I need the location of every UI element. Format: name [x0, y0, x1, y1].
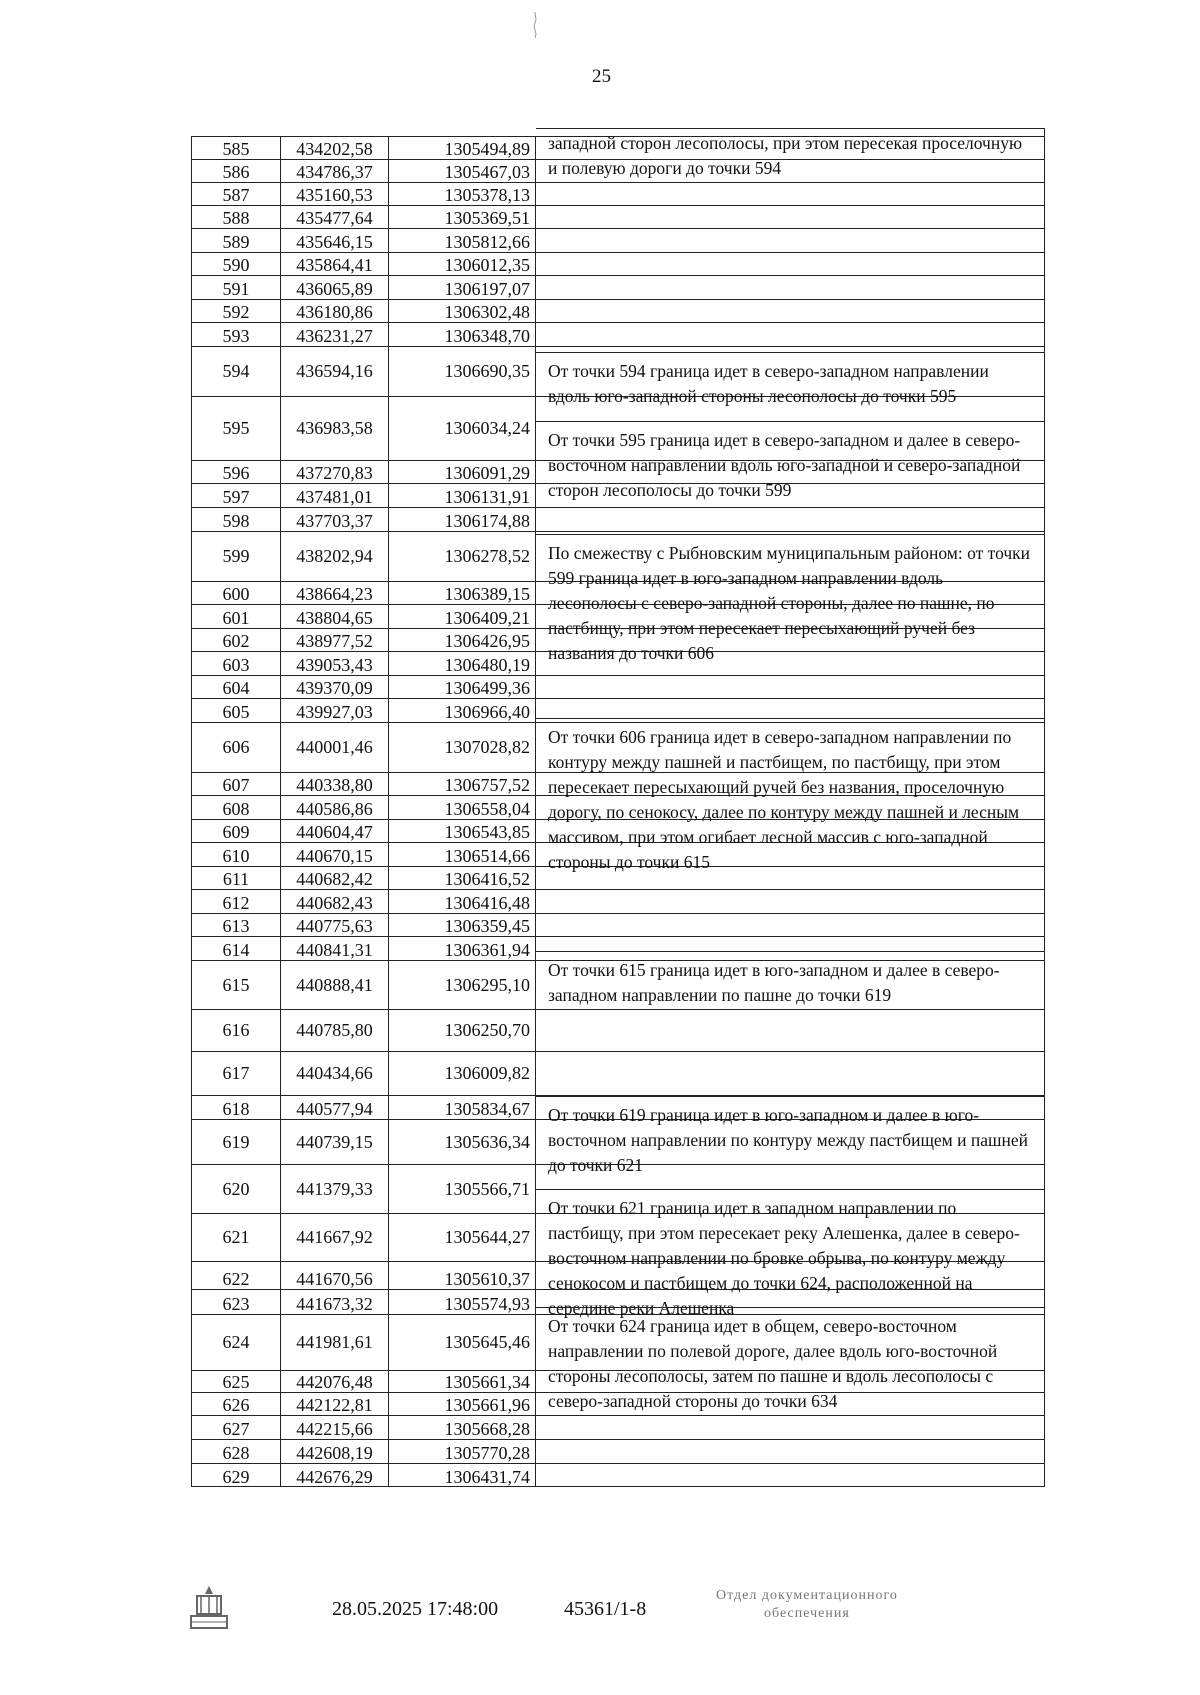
x-coordinate-cell: 440338,80: [280, 773, 388, 795]
y-coordinate-cell: 1306409,21: [388, 605, 536, 628]
page-number: 25: [592, 66, 611, 87]
point-number-cell: 610: [191, 843, 280, 866]
x-coordinate-cell: 440888,41: [280, 961, 388, 1009]
x-coordinate-cell: 440670,15: [280, 843, 388, 866]
x-coordinate-cell: 440739,15: [280, 1120, 388, 1164]
point-number-cell: 595: [191, 397, 280, 460]
y-coordinate-cell: 1306131,91: [388, 484, 536, 507]
y-coordinate-cell: 1305369,51: [388, 206, 536, 228]
point-number-cell: 611: [191, 867, 280, 889]
point-number-cell: 615: [191, 961, 280, 1009]
x-coordinate-cell: 437270,83: [280, 461, 388, 483]
x-coordinate-cell: 436065,89: [280, 276, 388, 299]
y-coordinate-cell: 1306302,48: [388, 300, 536, 322]
footer-datetime: 28.05.2025 17:48:00: [332, 1598, 499, 1620]
point-number-cell: 626: [191, 1393, 280, 1415]
point-number-cell: 620: [191, 1165, 280, 1213]
point-number-cell: 587: [191, 183, 280, 205]
x-coordinate-cell: 442122,81: [280, 1393, 388, 1415]
y-coordinate-cell: 1306389,15: [388, 582, 536, 604]
point-number-cell: 593: [191, 323, 280, 346]
y-coordinate-cell: 1305834,67: [388, 1096, 536, 1119]
x-coordinate-cell: 436180,86: [280, 300, 388, 322]
y-coordinate-cell: 1305610,37: [388, 1262, 536, 1289]
point-number-cell: 625: [191, 1371, 280, 1392]
boundary-description: западной сторон лесополосы, при этом пересекая проселочную и полевую дороги до точки 594: [536, 128, 1044, 352]
footer-department-stamp: [716, 1587, 898, 1623]
y-coordinate-cell: 1306295,10: [388, 961, 536, 1009]
x-coordinate-cell: 436231,27: [280, 323, 388, 346]
x-coordinate-cell: 436983,58: [280, 397, 388, 460]
y-coordinate-cell: 1306250,70: [388, 1010, 536, 1051]
x-coordinate-cell: 435864,41: [280, 253, 388, 275]
x-coordinate-cell: 440577,94: [280, 1096, 388, 1119]
x-coordinate-cell: 437703,37: [280, 508, 388, 531]
point-number-cell: 609: [191, 820, 280, 842]
x-coordinate-cell: 441667,92: [280, 1214, 388, 1261]
x-coordinate-cell: 438804,65: [280, 605, 388, 628]
point-number-cell: 605: [191, 699, 280, 722]
point-number-cell: 614: [191, 937, 280, 960]
boundary-description: По смежеству с Рыбновским муниципальным районом: от точки 599 граница идет в юго-западном направлении вдоль лесополосы с северо-западной стороны, далее по пашне, по пастбищу, при этом пересекает пересыхающий ручей без названия до точки 606: [536, 534, 1044, 718]
x-coordinate-cell: 441379,33: [280, 1165, 388, 1213]
x-coordinate-cell: 442608,19: [280, 1440, 388, 1463]
point-number-cell: 612: [191, 890, 280, 913]
x-coordinate-cell: 438202,94: [280, 532, 388, 581]
point-number-cell: 599: [191, 532, 280, 581]
y-coordinate-cell: 1305668,28: [388, 1416, 536, 1439]
point-number-cell: 608: [191, 796, 280, 819]
point-number-cell: 627: [191, 1416, 280, 1439]
x-coordinate-cell: 434786,37: [280, 160, 388, 182]
x-coordinate-cell: 437481,01: [280, 484, 388, 507]
y-coordinate-cell: 1305661,34: [388, 1371, 536, 1392]
x-coordinate-cell: 441673,32: [280, 1290, 388, 1314]
y-coordinate-cell: 1306348,70: [388, 323, 536, 346]
x-coordinate-cell: 434202,58: [280, 137, 388, 159]
x-coordinate-cell: 442076,48: [280, 1371, 388, 1392]
x-coordinate-cell: 439927,03: [280, 699, 388, 722]
point-number-cell: 596: [191, 461, 280, 483]
x-coordinate-cell: 440001,46: [280, 723, 388, 772]
point-number-cell: 597: [191, 484, 280, 507]
point-number-cell: 589: [191, 229, 280, 252]
boundary-description: От точки 595 граница идет в северо-западном и далее в северо-восточном направлении вдоль юго-западной и северо-западной сторон лесополосы до точки 599: [536, 421, 1044, 534]
y-coordinate-cell: 1306480,19: [388, 652, 536, 675]
y-coordinate-cell: 1306174,88: [388, 508, 536, 531]
x-coordinate-cell: 435646,15: [280, 229, 388, 252]
y-coordinate-cell: 1306499,36: [388, 676, 536, 698]
point-number-cell: 590: [191, 253, 280, 275]
point-number-cell: 623: [191, 1290, 280, 1314]
point-number-cell: 600: [191, 582, 280, 604]
point-number-cell: 606: [191, 723, 280, 772]
x-coordinate-cell: 440434,66: [280, 1052, 388, 1095]
y-coordinate-cell: 1307028,82: [388, 723, 536, 772]
y-coordinate-cell: 1306012,35: [388, 253, 536, 275]
y-coordinate-cell: 1306690,35: [388, 347, 536, 396]
point-number-cell: 629: [191, 1464, 280, 1487]
y-coordinate-cell: 1306431,74: [388, 1464, 536, 1487]
point-number-cell: 592: [191, 300, 280, 322]
point-number-cell: 601: [191, 605, 280, 628]
x-coordinate-cell: 439370,09: [280, 676, 388, 698]
y-coordinate-cell: 1306966,40: [388, 699, 536, 722]
x-coordinate-cell: 435477,64: [280, 206, 388, 228]
boundary-description: От точки 624 граница идет в общем, северо-восточном направлении по полевой дороге, далее вдоль юго-восточной стороны лесополосы, затем по пашне и вдоль лесополосы с северо-западной стороны до точки 634: [536, 1307, 1044, 1434]
boundary-description: От точки 621 граница идет в западном направлении по пастбищу, при этом пересекает реку Алешенка, далее в северо-восточном направлении по бровке обрыва, по контуру между сенокосом и пастбищем до точки 624, расположенной на середине реки Алешенка: [536, 1189, 1044, 1307]
y-coordinate-cell: 1306034,24: [388, 397, 536, 460]
point-number-cell: 618: [191, 1096, 280, 1119]
y-coordinate-cell: 1305812,66: [388, 229, 536, 252]
x-coordinate-cell: 441981,61: [280, 1315, 388, 1370]
x-coordinate-cell: 440586,86: [280, 796, 388, 819]
y-coordinate-cell: 1306514,66: [388, 843, 536, 866]
x-coordinate-cell: 440775,63: [280, 914, 388, 936]
margin-mark: [530, 10, 540, 40]
y-coordinate-cell: 1306558,04: [388, 796, 536, 819]
x-coordinate-cell: 435160,53: [280, 183, 388, 205]
boundary-description: От точки 615 граница идет в юго-западном и далее в северо-западном направлении по пашне до точки 619: [536, 951, 1044, 1096]
point-number-cell: 604: [191, 676, 280, 698]
y-coordinate-cell: 1305636,34: [388, 1120, 536, 1164]
coordinates-table: [191, 133, 1045, 1487]
point-number-cell: 602: [191, 629, 280, 651]
y-coordinate-cell: 1306091,29: [388, 461, 536, 483]
x-coordinate-cell: 440604,47: [280, 820, 388, 842]
point-number-cell: 624: [191, 1315, 280, 1370]
y-coordinate-cell: 1306359,45: [388, 914, 536, 936]
y-coordinate-cell: 1305645,46: [388, 1315, 536, 1370]
x-coordinate-cell: 439053,43: [280, 652, 388, 675]
point-number-cell: 613: [191, 914, 280, 936]
y-coordinate-cell: 1306416,48: [388, 890, 536, 913]
boundary-description: От точки 594 граница идет в северо-западном направлении вдоль юго-западной стороны лесополосы до точки 595: [536, 352, 1044, 421]
y-coordinate-cell: 1305574,93: [388, 1290, 536, 1314]
point-number-cell: 619: [191, 1120, 280, 1164]
point-number-cell: 594: [191, 347, 280, 396]
y-coordinate-cell: 1306197,07: [388, 276, 536, 299]
boundary-description: От точки 606 граница идет в северо-западном направлении по контуру между пашней и пастбищем, по пастбищу, при этом пересекает пересыхающий ручей без названия, проселочную дорогу, по сенокосу, далее по контуру между пашней и лесным массивом, при этом огибает лесной массив с юго-западной стороны до точки 615: [536, 718, 1044, 951]
emblem-stamp-icon: [183, 1582, 235, 1634]
y-coordinate-cell: 1306361,94: [388, 937, 536, 960]
point-number-cell: 585: [191, 137, 280, 159]
point-number-cell: 617: [191, 1052, 280, 1095]
point-number-cell: 607: [191, 773, 280, 795]
x-coordinate-cell: 436594,16: [280, 347, 388, 396]
x-coordinate-cell: 442676,29: [280, 1464, 388, 1487]
x-coordinate-cell: 438664,23: [280, 582, 388, 604]
point-number-cell: 603: [191, 652, 280, 675]
point-number-cell: 586: [191, 160, 280, 182]
y-coordinate-cell: 1306426,95: [388, 629, 536, 651]
y-coordinate-cell: 1305378,13: [388, 183, 536, 205]
x-coordinate-cell: 440785,80: [280, 1010, 388, 1051]
point-number-cell: 622: [191, 1262, 280, 1289]
footer-doc-code: 45361/1-8: [564, 1598, 647, 1620]
y-coordinate-cell: 1305661,96: [388, 1393, 536, 1415]
point-number-cell: 591: [191, 276, 280, 299]
y-coordinate-cell: 1305644,27: [388, 1214, 536, 1261]
y-coordinate-cell: 1306416,52: [388, 867, 536, 889]
y-coordinate-cell: 1305467,03: [388, 160, 536, 182]
y-coordinate-cell: 1305494,89: [388, 137, 536, 159]
x-coordinate-cell: 440841,31: [280, 937, 388, 960]
x-coordinate-cell: 440682,42: [280, 867, 388, 889]
y-coordinate-cell: 1306543,85: [388, 820, 536, 842]
point-number-cell: 621: [191, 1214, 280, 1261]
y-coordinate-cell: 1306278,52: [388, 532, 536, 581]
boundary-description: От точки 619 граница идет в юго-западном и далее в юго-восточном направлении по контуру между пастбищем и пашней до точки 621: [536, 1096, 1044, 1189]
y-coordinate-cell: 1306757,52: [388, 773, 536, 795]
description-column: [536, 128, 1045, 1487]
x-coordinate-cell: 440682,43: [280, 890, 388, 913]
point-number-cell: 598: [191, 508, 280, 531]
y-coordinate-cell: 1305566,71: [388, 1165, 536, 1213]
x-coordinate-cell: 441670,56: [280, 1262, 388, 1289]
point-number-cell: 588: [191, 206, 280, 228]
point-number-cell: 616: [191, 1010, 280, 1051]
y-coordinate-cell: 1306009,82: [388, 1052, 536, 1095]
x-coordinate-cell: 438977,52: [280, 629, 388, 651]
y-coordinate-cell: 1305770,28: [388, 1440, 536, 1463]
department-line-1: Отдел документационного: [716, 1588, 898, 1603]
department-line-2: обеспечения: [764, 1606, 850, 1621]
point-number-cell: 628: [191, 1440, 280, 1463]
x-coordinate-cell: 442215,66: [280, 1416, 388, 1439]
